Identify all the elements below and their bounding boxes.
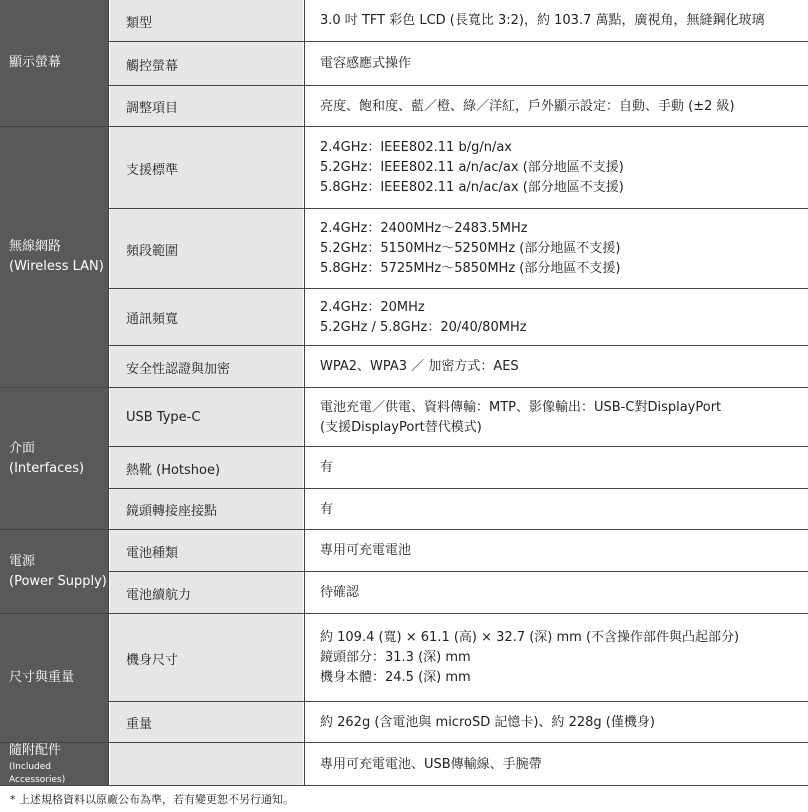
spec-value-line: (支援DisplayPort替代模式): [320, 419, 482, 435]
section-divider: [0, 785, 808, 786]
spec-label: 機身尺寸: [110, 614, 303, 702]
spec-label: 觸控螢幕: [110, 42, 303, 86]
spec-value-line: 專用可充電電池: [320, 543, 412, 558]
spec-value-line: 2.4GHz：2400MHz～2483.5MHz: [320, 221, 528, 236]
section-header-wireless: [0, 127, 108, 387]
spec-label: 重量: [110, 702, 303, 743]
spec-label: 電池種類: [110, 530, 303, 572]
spec-value-line: 3.0 吋 TFT 彩色 LCD (長寬比 3:2)，約 103.7 萬點，廣視角，無縫鋼化玻璃: [320, 13, 765, 28]
spec-value: [305, 86, 808, 127]
section-header-size: [0, 614, 108, 742]
spec-label: [110, 743, 303, 786]
spec-value-line: 電容感應式操作: [320, 56, 412, 71]
section-header-accessories: [0, 743, 108, 785]
footnote: * 上述規格資料以原廠公布為準，若有變更恕不另行通知。: [10, 793, 294, 806]
spec-value-line: 約 109.4 (寬) × 61.1 (高) × 32.7 (深) mm (不含操作部件與凸起部分): [320, 630, 740, 645]
section-title: 電源: [9, 553, 36, 569]
spec-value: [305, 346, 808, 388]
section-header-power: [0, 530, 108, 613]
section-subtitle: (Wireless LAN): [9, 259, 104, 274]
spec-value: [305, 743, 808, 786]
spec-value-line: 5.8GHz：5725MHz～5850MHz (部分地區不支援): [320, 261, 621, 276]
spec-label: 支援標準: [110, 127, 303, 209]
section-title: 尺寸與重量: [9, 670, 75, 685]
spec-value-line: 5.8GHz：IEEE802.11 a/n/ac/ax (部分地區不支援): [320, 180, 624, 195]
spec-value-line: 機身本體：24.5 (深) mm: [320, 670, 471, 685]
spec-value: [305, 209, 808, 289]
spec-value: [305, 42, 808, 86]
spec-label: 通訊頻寬: [110, 289, 303, 346]
section-title: 介面 (Interfaces): [9, 440, 85, 476]
spec-value: [305, 489, 808, 530]
section-subtitle: (Included Accessories): [9, 762, 66, 785]
spec-label: 類型: [110, 0, 303, 42]
spec-value-line: 5.2GHz：IEEE802.11 a/n/ac/ax (部分地區不支援): [320, 160, 624, 175]
column-divider: [304, 0, 305, 786]
spec-label: 電池續航力: [110, 572, 303, 614]
spec-value: [305, 614, 808, 702]
spec-value: [305, 530, 808, 572]
section-title: 顯示螢幕: [9, 55, 62, 70]
spec-value-line: 2.4GHz：IEEE802.11 b/g/n/ax: [320, 140, 512, 155]
spec-label: USB Type-C: [110, 388, 303, 447]
spec-value: [305, 289, 808, 346]
spec-value: [305, 572, 808, 614]
spec-value-line: 有: [320, 460, 334, 475]
spec-label: 鏡頭轉接座接點: [110, 489, 303, 530]
spec-value: [305, 127, 808, 209]
spec-value: [305, 702, 808, 743]
spec-value-line: 5.2GHz：5150MHz～5250MHz (部分地區不支援): [320, 241, 621, 256]
column-divider: [108, 0, 109, 786]
spec-value-line: 鏡頭部分：31.3 (深) mm: [320, 650, 471, 665]
spec-value-line: 2.4GHz：20MHz: [320, 299, 425, 315]
spec-value-line: 5.2GHz / 5.8GHz：20/40/80MHz: [320, 319, 527, 335]
section-header-interfaces: [0, 388, 108, 529]
section-title: 隨附配件: [9, 743, 62, 758]
spec-label: 熱靴 (Hotshoe): [110, 447, 303, 489]
spec-value: [305, 447, 808, 489]
spec-value-line: 約 262g (含電池與 microSD 記憶卡)、約 228g (僅機身): [320, 714, 655, 730]
spec-value-line: 有: [320, 501, 334, 517]
spec-value: [305, 0, 808, 42]
section-title: 無線網路: [9, 239, 62, 254]
spec-value-line: WPA2、WPA3 ／ 加密方式：AES: [320, 359, 519, 374]
spec-value-line: 電池充電／供電、資料傳輸：MTP、影像輸出：USB-C對DisplayPort: [320, 399, 722, 415]
spec-value-line: 亮度、飽和度、藍／橙、綠／洋紅，戶外顯示設定：自動、手動 (±2 級): [320, 98, 735, 114]
spec-value-line: 待確認: [320, 585, 360, 600]
spec-value-line: 專用可充電電池、USB傳輸線、手腕帶: [320, 756, 542, 772]
spec-label: 頻段範圍: [110, 209, 303, 289]
section-header-display: [0, 0, 108, 126]
spec-label: 安全性認證與加密: [110, 346, 303, 388]
section-subtitle: (Power Supply): [9, 573, 107, 589]
spec-value: [305, 388, 808, 447]
spec-label: 調整項目: [110, 86, 303, 127]
